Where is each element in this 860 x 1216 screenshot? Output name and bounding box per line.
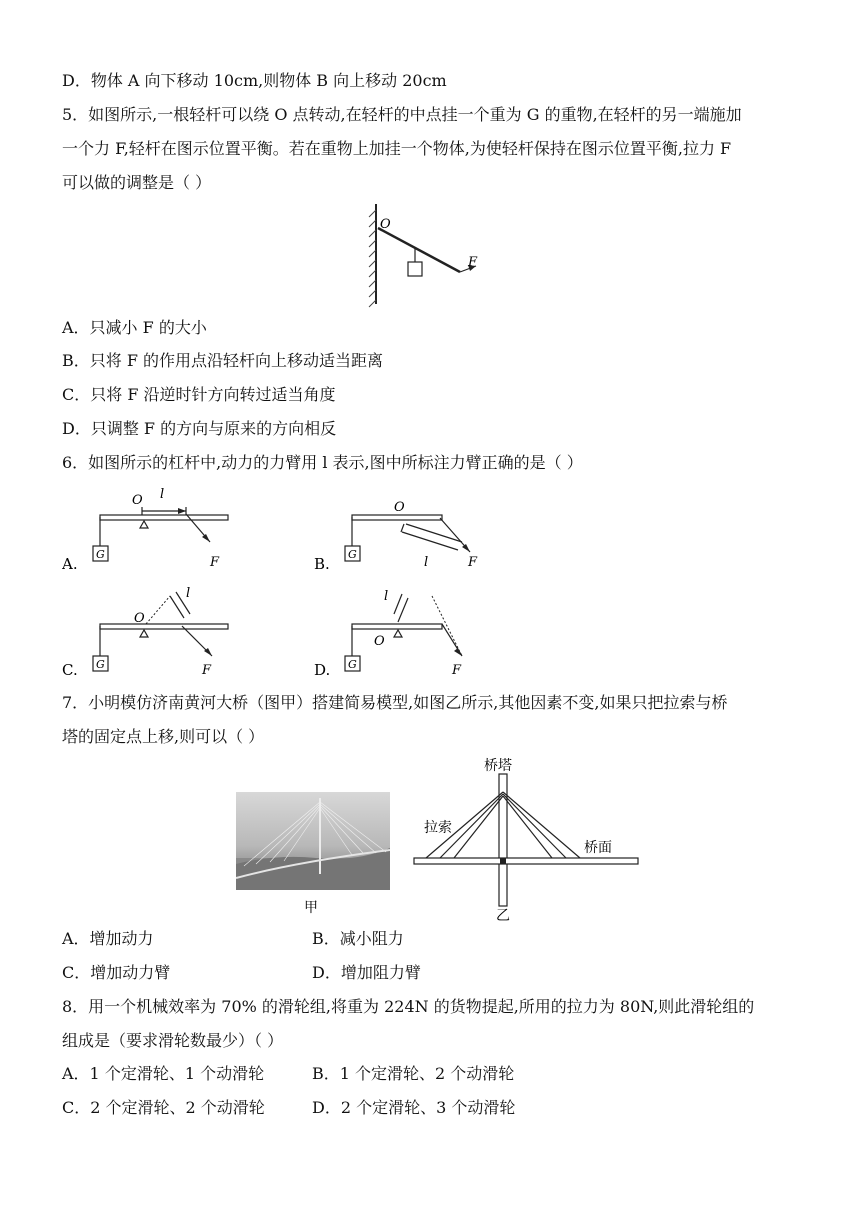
q7-option-b: B．减小阻力: [312, 929, 404, 948]
q8-option-b: B．1 个定滑轮、2 个动滑轮: [312, 1064, 515, 1083]
q6-panel-d-letter: D.: [314, 661, 331, 679]
q5-stem-line-3: 可以做的调整是（ ）: [62, 173, 212, 192]
q6-c-force: F: [202, 663, 212, 678]
q6-a-pivot: O: [132, 493, 143, 508]
q7-bridge-model: [410, 752, 650, 924]
q5-lever-figure: [360, 200, 500, 308]
q5-option-d: D．只调整 F 的方向与原来的方向相反: [62, 419, 337, 438]
q6-stem: 6．如图所示的杠杆中,动力的力臂用 l 表示,图中所标注力臂正确的是（ ）: [62, 453, 583, 472]
q6-panel-a-letter: A.: [62, 555, 78, 572]
q6-c-pivot: O: [134, 611, 145, 626]
q8-stem-line-2: 组成是（要求滑轮数最少）（ ）: [62, 1031, 284, 1050]
q5-stem-line-1: 5．如图所示,一根轻杆可以绕 O 点转动,在轻杆的中点挂一个重为 G 的重物,在轻杆的另一端施加: [62, 105, 742, 124]
q5-stem-line-2: 一个力 F,轻杆在图示位置平衡。若在重物上加挂一个物体,为使轻杆保持在图示位置平衡,拉力 F: [62, 139, 732, 158]
q6-b-pivot: O: [394, 500, 405, 515]
q7-model-caption: 乙: [496, 908, 510, 924]
q6-a-weight: G: [96, 548, 105, 561]
q7-option-c: C．增加动力臂: [62, 963, 171, 982]
q6-b-weight: G: [348, 548, 357, 561]
q8-option-c: C．2 个定滑轮、2 个动滑轮: [62, 1098, 265, 1117]
q7-cable-label: 拉索: [424, 820, 452, 836]
q7-photo-caption: 甲: [304, 900, 318, 916]
q7-tower-label: 桥塔: [484, 758, 512, 774]
q7-stem-line-2: 塔的固定点上移,则可以（ ）: [62, 727, 265, 746]
q6-a-force: F: [210, 555, 220, 570]
q6-b-force: F: [468, 555, 478, 570]
q4-option-d: D．物体 A 向下移动 10cm,则物体 B 向上移动 20cm: [62, 71, 447, 90]
q6-a-arm: l: [160, 487, 165, 502]
q8-stem-line-1: 8．用一个机械效率为 70% 的滑轮组,将重为 224N 的货物提起,所用的拉力为 80N,则此滑轮组的: [62, 997, 755, 1016]
q5-option-b: B．只将 F 的作用点沿轻杆向上移动适当距离: [62, 351, 384, 370]
q6-d-weight: G: [348, 658, 357, 671]
q7-stem-line-1: 7．小明模仿济南黄河大桥（图甲）搭建简易模型,如图乙所示,其他因素不变,如果只把拉索与桥: [62, 693, 728, 712]
q6-b-arm: l: [424, 555, 429, 570]
q7-option-a: A．增加动力: [62, 929, 154, 948]
q8-option-a: A．1 个定滑轮、1 个动滑轮: [62, 1064, 265, 1083]
q6-panel-b-letter: B.: [314, 555, 330, 572]
q6-d-arm: l: [384, 589, 389, 604]
q7-option-d: D．增加阻力臂: [312, 963, 421, 982]
q5-option-c: C．只将 F 沿逆时针方向转过适当角度: [62, 385, 336, 404]
q5-pivot-label: O: [380, 217, 391, 232]
q6-panel-c-letter: C.: [62, 661, 78, 679]
q6-d-pivot: O: [374, 634, 385, 649]
q5-option-a: A．只减小 F 的大小: [62, 318, 207, 337]
q8-option-d: D．2 个定滑轮、3 个动滑轮: [312, 1098, 516, 1117]
q5-force-label: F: [468, 255, 478, 270]
q6-panel-b: [312, 480, 492, 572]
q7-bridge-photo: [236, 792, 390, 920]
q6-c-weight: G: [96, 658, 105, 671]
q6-c-arm: l: [186, 586, 191, 601]
q6-panel-d: [312, 582, 492, 680]
q6-panel-c: [62, 582, 242, 680]
q6-d-force: F: [452, 663, 462, 678]
q7-deck-label: 桥面: [584, 840, 612, 856]
q6-panel-a: [62, 480, 242, 572]
